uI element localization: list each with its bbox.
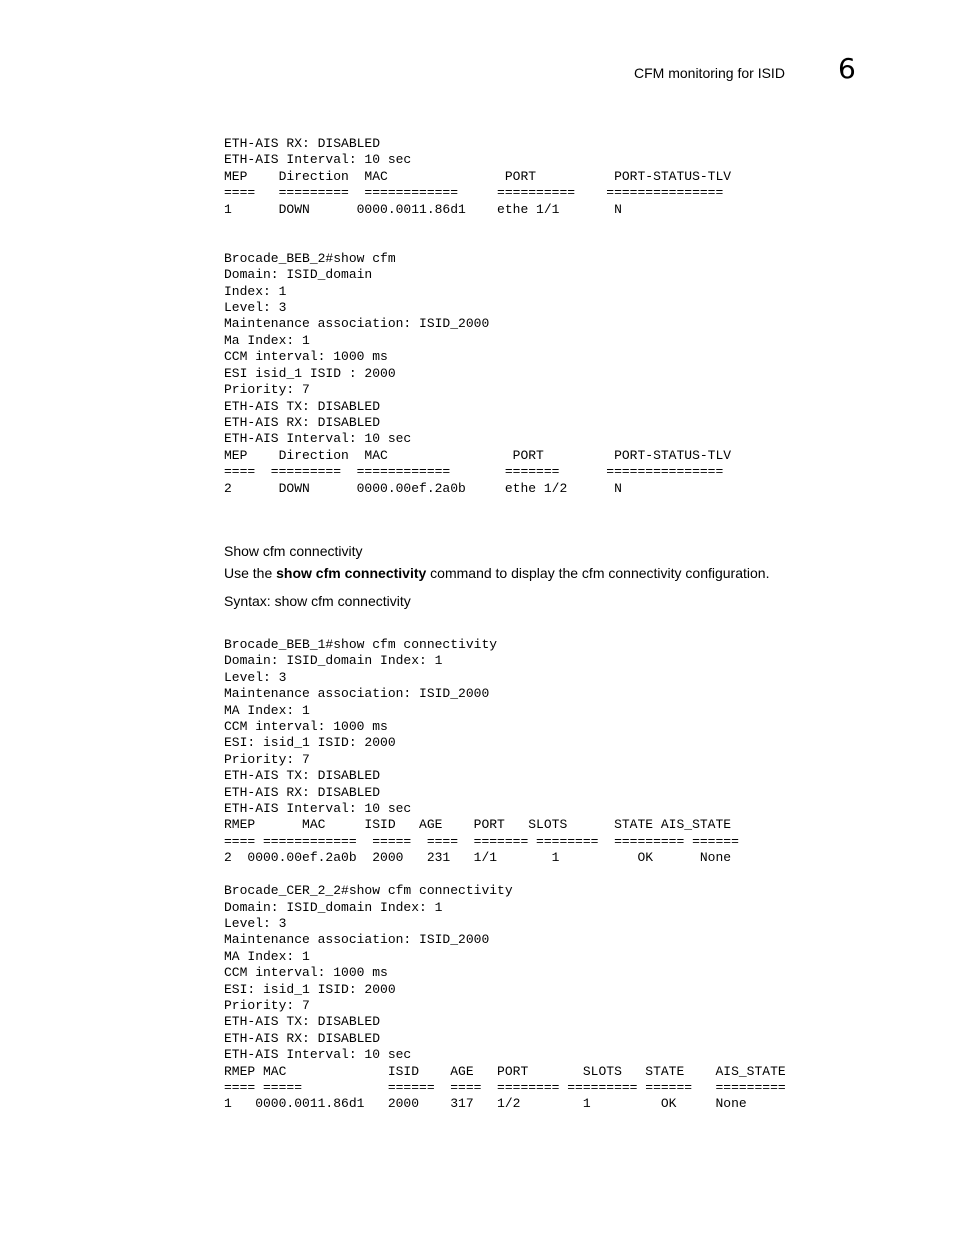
code-line: Domain: ISID_domain [224, 267, 373, 283]
code-line: ETH-AIS TX: DISABLED [224, 1014, 381, 1030]
code-line: 2 DOWN 0000.00ef.2a0b ethe 1/2 N [224, 480, 622, 496]
code-line: 1 0000.0011.86d1 2000 317 1/2 1 OK None [224, 1096, 747, 1112]
code-line: Domain: ISID_domain Index: 1 [224, 653, 443, 669]
code-line: Priority: 7 [224, 382, 310, 398]
code-line: ETH-AIS TX: DISABLED [224, 398, 381, 414]
code-line: ETH-AIS Interval: 10 sec [224, 1047, 412, 1063]
code-line: RMEP MAC ISID AGE PORT SLOTS STATE AIS_STATE [224, 1063, 786, 1079]
syntax-line [224, 593, 411, 609]
code-line: ==== ===== ====== ==== ======== ========= ====== ========= [224, 1079, 786, 1095]
code-line: Maintenance association: ISID_2000 [224, 932, 490, 948]
description-command: show cfm connectivity [276, 565, 427, 581]
code-line: ==== ========= ============ ======= =============== [224, 464, 724, 480]
code-line: CCM interval: 1000 ms [224, 719, 388, 735]
code-line: ETH-AIS RX: DISABLED [224, 1030, 381, 1046]
code-line: Domain: ISID_domain Index: 1 [224, 899, 443, 915]
code-line: ETH-AIS Interval: 10 sec [224, 152, 412, 168]
code-line: ETH-AIS RX: DISABLED [224, 784, 381, 800]
description-text-after: command to display the cfm connectivity configuration. [426, 565, 770, 581]
code-line: MEP Direction MAC PORT PORT-STATUS-TLV [224, 447, 732, 463]
code-line: Ma Index: 1 [224, 332, 310, 348]
code-line: MEP Direction MAC PORT PORT-STATUS-TLV [224, 168, 732, 184]
code-line: ESI isid_1 ISID : 2000 [224, 365, 396, 381]
code-line: CCM interval: 1000 ms [224, 965, 388, 981]
code-line: 1 DOWN 0000.0011.86d1 ethe 1/1 N [224, 201, 622, 217]
code-line: MA Index: 1 [224, 702, 310, 718]
cli-output-show-cfm-connectivity [224, 637, 786, 1113]
code-line: RMEP MAC ISID AGE PORT SLOTS STATE AIS_STATE [224, 817, 732, 833]
code-line: Maintenance association: ISID_2000 [224, 686, 490, 702]
code-line: ESI: isid_1 ISID: 2000 [224, 735, 396, 751]
code-line [224, 867, 786, 883]
section-description [224, 565, 769, 581]
code-line: ==== ============ ===== ==== ======= ======== ========= ====== [224, 833, 739, 849]
code-line: Brocade_BEB_2#show cfm [224, 250, 396, 266]
code-line: Priority: 7 [224, 751, 310, 767]
code-line: Level: 3 [224, 915, 287, 931]
code-line: ESI: isid_1 ISID: 2000 [224, 981, 396, 997]
chapter-number: 6 [838, 52, 856, 85]
code-line [224, 218, 731, 234]
code-line: Index: 1 [224, 283, 287, 299]
cli-output-show-cfm [224, 136, 731, 497]
code-line: Level: 3 [224, 300, 287, 316]
section-heading: Show cfm connectivity [224, 543, 363, 559]
code-line: ETH-AIS TX: DISABLED [224, 768, 381, 784]
code-line: ETH-AIS Interval: 10 sec [224, 431, 412, 447]
description-text-before: Use the [224, 565, 277, 581]
code-line: Level: 3 [224, 669, 287, 685]
syntax-label: Syntax: [224, 593, 275, 609]
code-line: Brocade_BEB_1#show cfm connectivity [224, 637, 498, 652]
code-line: MA Index: 1 [224, 948, 310, 964]
code-line: ==== ========= ============ ========== =============== [224, 185, 724, 201]
code-line [224, 234, 731, 250]
code-line: Brocade_CER_2_2#show cfm connectivity [224, 883, 513, 899]
code-line: ETH-AIS RX: DISABLED [224, 136, 381, 151]
code-line: ETH-AIS RX: DISABLED [224, 414, 381, 430]
syntax-command: show cfm connectivity [274, 593, 411, 609]
code-line: CCM interval: 1000 ms [224, 349, 388, 365]
running-header-title: CFM monitoring for ISID [634, 65, 785, 81]
code-line: 2 0000.00ef.2a0b 2000 231 1/1 1 OK None [224, 850, 732, 866]
code-line: Maintenance association: ISID_2000 [224, 316, 490, 332]
code-line: Priority: 7 [224, 997, 310, 1013]
code-line: ETH-AIS Interval: 10 sec [224, 801, 412, 817]
